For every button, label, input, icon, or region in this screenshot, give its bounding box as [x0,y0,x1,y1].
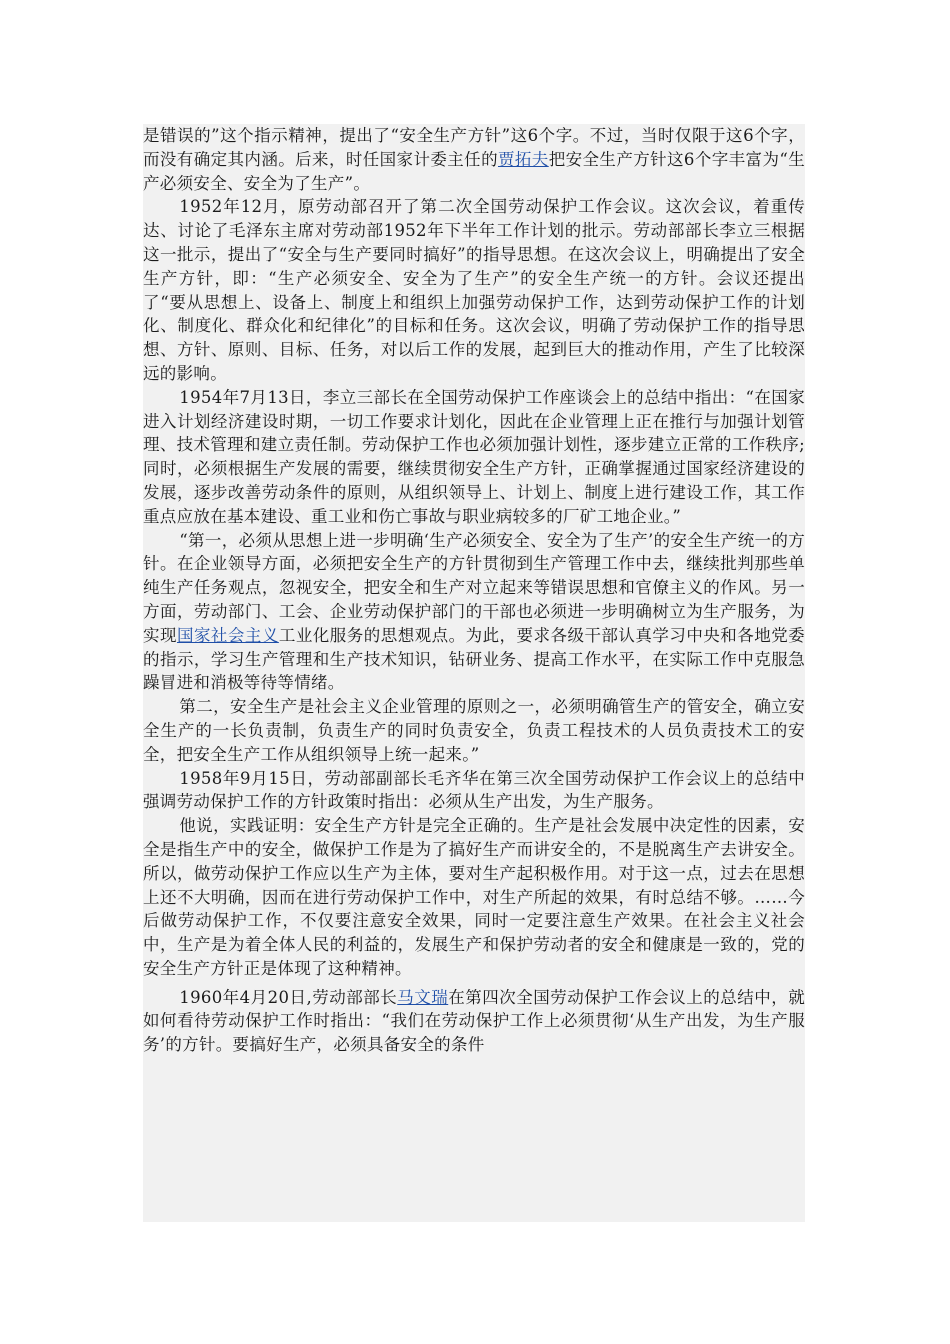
paragraph-3-text: 1954年7月13日，李立三部长在全国劳动保护工作座谈会上的总结中指出：“在国家进入计划经济建设时期，一切工作要求计划化，因此在企业管理上正在推行与加强计划管理、技术管理和建立责任制。劳动保护工作也必须加强计划性，逐步建立正常的工作秩序;同时，必须根据生产发展的需要，继续贯彻安全生产方针，正确掌握通过国家经济建设的发展，逐步改善劳动条件的原则，从组织领导上、计划上、制度上进行建设工作，其工作重点应放在基本建设、重工业和伤亡事故与职业病较多的厂矿工地企业。” [143,387,805,526]
link-ma-wenrui[interactable]: 马文瑞 [397,987,449,1007]
link-jia-tuofu[interactable]: 贾拓夫 [497,149,549,169]
paragraph-2-text: 1952年12月，原劳动部召开了第二次全国劳动保护工作会议。这次会议，着重传达、讨论了毛泽东主席对劳动部1952年下半年工作计划的批示。劳动部部长李立三根据这一批示，提出了“安全与生产要同时搞好”的指导思想。在这次会议上，明确提出了安全生产方针，即：“生产必须安全、安全为了生产”的安全生产统一的方针。会议还提出了“要从思想上、设备上、制度上和组织上加强劳动保护工作，达到劳动保护工作的计划化、制度化、群众化和纪律化”的目标和任务。这次会议，明确了劳动保护工作的指导思想、方针、原则、目标、任务，对以后工作的发展，起到巨大的推动作用，产生了比较深远的影响。 [143,197,805,383]
paragraph-4-text-b: 工业化服务的思想观点。为此，要求各级干部认真学习中央和各地党委的指示，学习生产管理和生产技术知识，钻研业务、提高工作水平，在实际工作中克服急躁冒进和消极等待等情绪。 [143,625,805,693]
paragraph-6 [143,767,805,815]
paragraph-7 [143,814,805,981]
paragraph-8-text-a: 1960年4月20日,劳动部部长 [179,987,398,1007]
link-national-socialism[interactable]: 国家社会主义 [176,625,279,645]
paragraph-6-text: 1958年9月15日，劳动部副部长毛齐华在第三次全国劳动保护工作会议上的总结中强调劳动保护工作的方针政策时指出：必须从生产出发，为生产服务。 [143,768,805,812]
paragraph-1-text-a: 是错误的”这个指示精神，提出了“安全生产方针”这6个字。不过，当时仅限于这6个字，而没有确定其内涵。后来，时任国家计委主任的 [143,126,805,169]
paragraph-4-text-a: “第一，必须从思想上进一步明确‘生产必须安全、安全为了生产’的安全生产统一的方针。在企业领导方面，必须把安全生产的方针贯彻到生产管理工作中去，继续批判那些单纯生产任务观点，忽视安全，把安全和生产对立起来等错误思想和官僚主义的作风。另一方面，劳动部门、工会、企业劳动保护部门的干部也必须进一步明确树立为生产服务，为实现 [143,530,805,645]
paragraph-8 [143,986,805,1057]
paragraph-2 [143,195,805,385]
paragraph-5 [143,695,805,766]
paragraph-5-text: 第二，安全生产是社会主义企业管理的原则之一，必须明确管生产的管安全，确立安全生产的一长负责制，负责生产的同时负责安全，负责工程技术的人员负责技术工的安全，把安全生产工作从组织领导上统一起来。” [143,697,805,764]
paragraph-1-text-b: 把安全生产方针这6个字丰富为“生产必须安全、安全为了生产”。 [143,149,805,193]
paragraph-3 [143,386,805,529]
paragraph-7-text: 他说，实践证明：安全生产方针是完全正确的。生产是社会发展中决定性的因素，安全是指生产中的安全，做保护工作是为了搞好生产而讲安全的，不是脱离生产去讲安全。所以，做劳动保护工作应以生产为主体，要对生产起积极作用。对于这一点，过去在思想上还不大明确，因而在进行劳动保护工作中，对生产所起的效果，有时总结不够。……今后做劳动保护工作，不仅要注意安全效果，同时一定要注意生产效果。在社会主义社会中，生产是为着全体人民的利益的，发展生产和保护劳动者的安全和健康是一致的，党的安全生产方针正是体现了这种精神。 [143,816,805,978]
document-text-block [143,124,805,1222]
paragraph-1 [143,124,805,195]
paragraph-4 [143,529,805,696]
paragraph-8-text-b: 在第四次全国劳动保护工作会议上的总结中，就如何看待劳动保护工作时指出：“我们在劳动保护工作上必须贯彻‘从生产出发，为生产服务’的方针。要搞好生产，必须具备安全的条件 [143,987,805,1055]
